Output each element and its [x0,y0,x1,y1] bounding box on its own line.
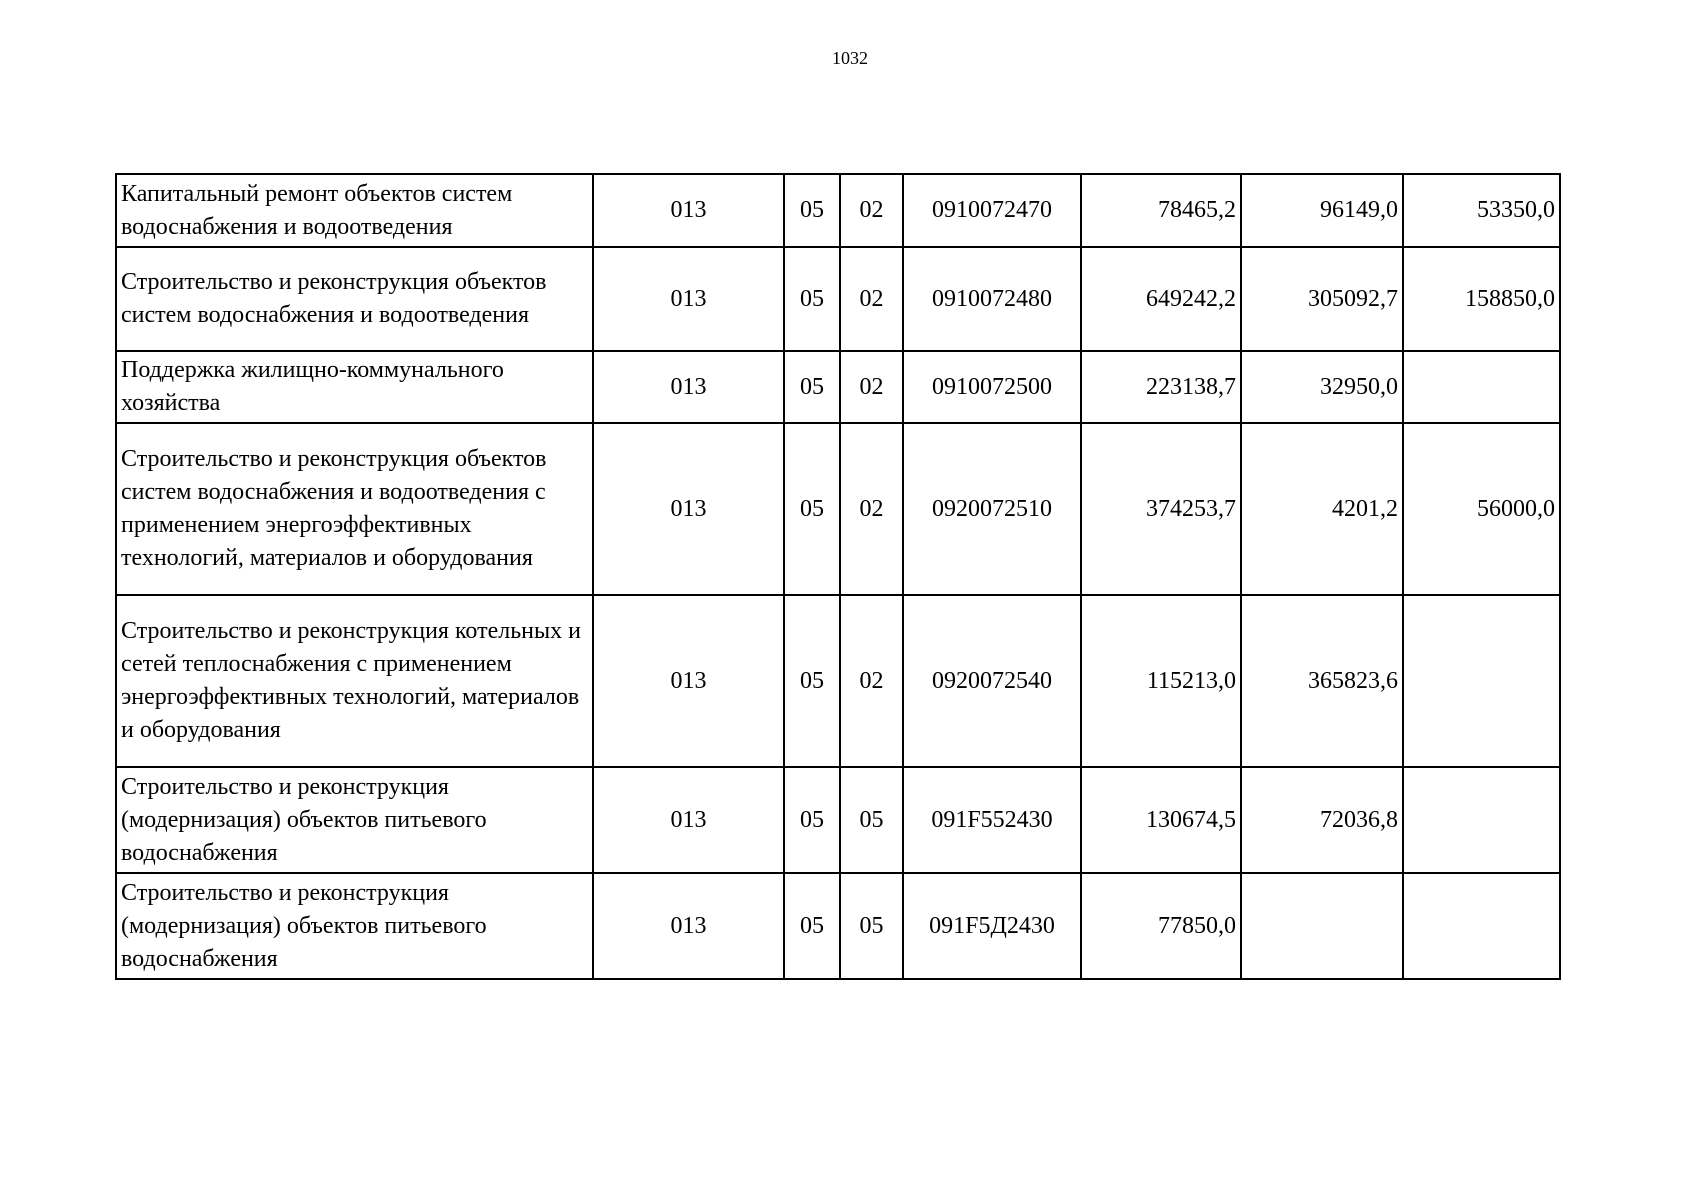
department-code: 013 [593,351,784,423]
amount-2: 305092,7 [1241,247,1403,351]
item-name: Строительство и реконструкция (модернизация) объектов питьевого водоснабжения [116,767,593,873]
amount-2: 32950,0 [1241,351,1403,423]
amount-3: 56000,0 [1403,423,1560,595]
target-code: 0920072510 [903,423,1081,595]
item-name: Капитальный ремонт объектов систем водоснабжения и водоотведения [116,174,593,247]
department-code: 013 [593,767,784,873]
amount-1: 223138,7 [1081,351,1241,423]
subsection-code: 02 [840,423,903,595]
section-code: 05 [784,247,840,351]
section-code: 05 [784,423,840,595]
target-code: 0910072480 [903,247,1081,351]
amount-3 [1403,595,1560,767]
amount-2: 4201,2 [1241,423,1403,595]
amount-2: 365823,6 [1241,595,1403,767]
amount-1: 77850,0 [1081,873,1241,979]
amount-1: 130674,5 [1081,767,1241,873]
amount-1: 374253,7 [1081,423,1241,595]
target-code: 091F5Д2430 [903,873,1081,979]
table-row [116,351,1560,423]
table-row [116,423,1560,595]
subsection-code: 05 [840,873,903,979]
amount-2: 72036,8 [1241,767,1403,873]
item-name: Поддержка жилищно-коммунального хозяйства [116,351,593,423]
item-name: Строительство и реконструкция объектов систем водоснабжения и водоотведения с применением энергоэффективных технологий, материалов и оборудования [116,423,593,595]
amount-1: 78465,2 [1081,174,1241,247]
item-name: Строительство и реконструкция объектов систем водоснабжения и водоотведения [116,247,593,351]
amount-3: 158850,0 [1403,247,1560,351]
amount-2: 96149,0 [1241,174,1403,247]
target-code: 091F552430 [903,767,1081,873]
table-row [116,595,1560,767]
department-code: 013 [593,423,784,595]
amount-3: 53350,0 [1403,174,1560,247]
amount-2 [1241,873,1403,979]
table-row [116,247,1560,351]
table-row [116,174,1560,247]
section-code: 05 [784,873,840,979]
subsection-code: 02 [840,174,903,247]
table-row [116,767,1560,873]
budget-table [115,173,1561,980]
target-code: 0910072500 [903,351,1081,423]
target-code: 0910072470 [903,174,1081,247]
item-name: Строительство и реконструкция котельных и сетей теплоснабжения с применением энергоэффективных технологий, материалов и оборудования [116,595,593,767]
amount-3 [1403,873,1560,979]
subsection-code: 02 [840,247,903,351]
department-code: 013 [593,595,784,767]
amount-3 [1403,767,1560,873]
department-code: 013 [593,247,784,351]
item-name: Строительство и реконструкция (модернизация) объектов питьевого водоснабжения [116,873,593,979]
section-code: 05 [784,767,840,873]
section-code: 05 [784,174,840,247]
subsection-code: 05 [840,767,903,873]
subsection-code: 02 [840,351,903,423]
section-code: 05 [784,351,840,423]
amount-3 [1403,351,1560,423]
page-number: 1032 [832,48,868,68]
subsection-code: 02 [840,595,903,767]
section-code: 05 [784,595,840,767]
amount-1: 649242,2 [1081,247,1241,351]
target-code: 0920072540 [903,595,1081,767]
amount-1: 115213,0 [1081,595,1241,767]
department-code: 013 [593,873,784,979]
table-row [116,873,1560,979]
department-code: 013 [593,174,784,247]
